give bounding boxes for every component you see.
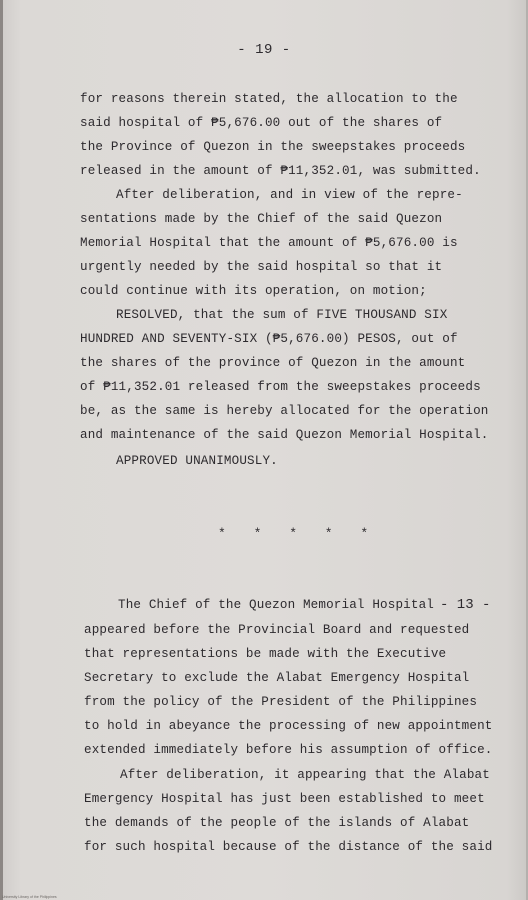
text-line: Secretary to exclude the Alabat Emergency Hospital [84, 671, 470, 685]
page-left-edge [0, 0, 3, 900]
text-line: from the policy of the President of the Philippines [84, 695, 478, 709]
text-line: of ₱11,352.01 released from the sweepstakes proceeds [80, 380, 481, 394]
text-line: The Chief of the Quezon Memorial Hospital [118, 598, 435, 612]
scan-footer: University Library of the Philippines [2, 895, 57, 899]
text-line: the shares of the province of Quezon in the amount [80, 356, 466, 370]
text-line: could continue with its operation, on motion; [80, 284, 427, 298]
text-line: RESOLVED, that the sum of FIVE THOUSAND SIX [116, 308, 448, 322]
text-line: HUNDRED AND SEVENTY-SIX (₱5,676.00) PESOS, out of [80, 332, 458, 346]
section-separator: * * * * * [218, 526, 379, 541]
text-line: After deliberation, it appearing that the Alabat [120, 768, 490, 782]
text-line: appeared before the Provincial Board and requested [84, 623, 470, 637]
text-line: released in the amount of ₱11,352.01, was submitted. [80, 164, 481, 178]
text-line: for such hospital because of the distance of the said [84, 840, 493, 854]
text-line: to hold in abeyance the processing of new appointment [84, 719, 493, 733]
text-line: be, as the same is hereby allocated for the operation [80, 404, 489, 418]
text-line: said hospital of ₱5,676.00 out of the shares of [80, 116, 443, 130]
text-line: sentations made by the Chief of the said Quezon [80, 212, 443, 226]
text-line: After deliberation, and in view of the repre- [116, 188, 463, 202]
page-number: - 19 - [237, 42, 291, 58]
text-line: extended immediately before his assumption of office. [84, 743, 493, 757]
text-line: APPROVED UNANIMOUSLY. [116, 454, 278, 468]
text-line: and maintenance of the said Quezon Memorial Hospital. [80, 428, 489, 442]
text-line: that representations be made with the Executive [84, 647, 447, 661]
text-line: Memorial Hospital that the amount of ₱5,676.00 is [80, 236, 458, 250]
text-line: the Province of Quezon in the sweepstakes proceeds [80, 140, 466, 154]
text-line: for reasons therein stated, the allocation to the [80, 92, 458, 106]
text-line: Emergency Hospital has just been established to meet [84, 792, 485, 806]
text-line: urgently needed by the said hospital so that it [80, 260, 443, 274]
item-number: - 13 - [440, 597, 491, 613]
text-line: the demands of the people of the islands of Alabat [84, 816, 470, 830]
